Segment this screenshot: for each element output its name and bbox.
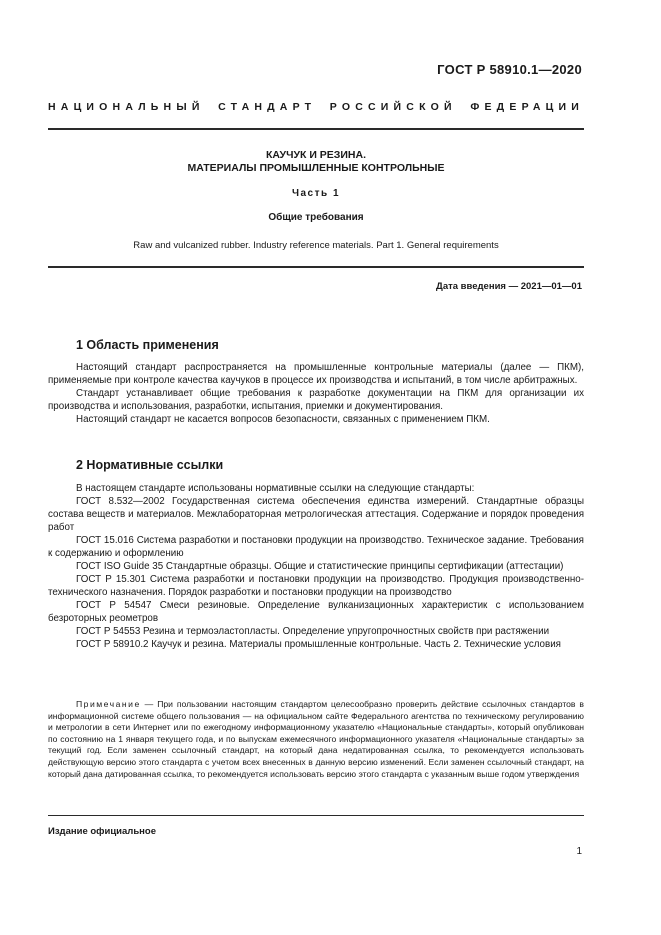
part-label: Часть 1 [291, 188, 341, 199]
page-number: 1 [576, 846, 582, 857]
section-2-body [48, 482, 584, 651]
reference-item: ГОСТ Р 15.301 Система разработки и постановки продукции на производство. Продукция производственно-технического назначения. Порядок разработки и постановки продукции на производство [48, 574, 584, 598]
document-title [48, 149, 584, 175]
reference-item: ГОСТ Р 58910.2 Каучук и резина. Материалы промышленные контрольные. Часть 2. Технические условия [76, 639, 561, 650]
standard-number: ГОСТ Р 58910.1—2020 [437, 62, 582, 77]
note-label: Примечание [76, 699, 141, 709]
footer-divider [48, 815, 584, 816]
paragraph: В настоящем стандарте использованы нормативные ссылки на следующие стандарты: [76, 483, 475, 494]
middle-divider [48, 266, 584, 268]
national-standard-banner: НАЦИОНАЛЬНЫЙ СТАНДАРТ РОССИЙСКОЙ ФЕДЕРАЦИИ [48, 101, 584, 113]
note-block [48, 699, 584, 780]
title-line-1: КАУЧУК И РЕЗИНА. [265, 149, 367, 161]
paragraph: Настоящий стандарт не касается вопросов безопасности, связанных с применением ПКМ. [76, 414, 490, 425]
section-2-heading: 2 Нормативные ссылки [76, 458, 224, 472]
document-subtitle: Общие требования [268, 212, 364, 223]
reference-item: ГОСТ 15.016 Система разработки и постановки продукции на производство. Техническое задание. Требования к содержанию и оформлению [48, 535, 584, 559]
title-line-2: МАТЕРИАЛЫ ПРОМЫШЛЕННЫЕ КОНТРОЛЬНЫЕ [187, 162, 445, 174]
official-edition-label: Издание официальное [48, 826, 156, 837]
top-divider [48, 128, 584, 130]
reference-item: ГОСТ 8.532—2002 Государственная система обеспечения единства измерений. Стандартные образцы состава веществ и материалов. Межлабораторная метрологическая аттестация. Содержание и порядок проведения работ [48, 496, 584, 533]
section-1-body [48, 361, 584, 426]
introduction-date: Дата введения — 2021—01—01 [436, 281, 582, 292]
reference-item: ГОСТ ISO Guide 35 Стандартные образцы. Общие и статистические принципы сертификации (аттестации) [76, 561, 564, 572]
paragraph: Стандарт устанавливает общие требования к разработке документации на ПКМ для организации их производства и использования, разработки, испытания, приемки и документирования. [48, 388, 584, 412]
section-1-heading: 1 Область применения [76, 338, 219, 352]
english-title: Raw and vulcanized rubber. Industry reference materials. Part 1. General requirements [133, 240, 499, 251]
reference-item: ГОСТ Р 54553 Резина и термоэластопласты. Определение упругопрочностных свойств при растяжении [76, 626, 550, 637]
paragraph: Настоящий стандарт распространяется на промышленные контрольные материалы (далее — ПКМ), применяемые при контроле качества каучуков в процессе их производства и испытаний, в том числе арбитражных. [48, 362, 584, 386]
reference-item: ГОСТ Р 54547 Смеси резиновые. Определение вулканизационных характеристик с использованием безроторных реометров [48, 600, 584, 624]
note-text: — При пользовании настоящим стандартом целесообразно проверить действие ссылочных стандартов в информационной системе общего пользования — на официальном сайте Федерального агентства по техническому регулированию и метрологии в сети Интернет или по ежегодному информационному указателю «Национальные стандарты», который опубликован по состоянию на 1 января текущего года, и по выпускам ежемесячного информационного указателя «Национальные стандарты» за текущий год. Если заменен ссылочный стандарт, на который дана недатированная ссылка, то рекомендуется использовать действующую версию этого стандарта с учетом всех внесенных в данную версию изменений. Если заменен ссылочный стандарт, на который дана датированная ссылка, то рекомендуется использовать версию этого стандарта с указанным выше годом утверждения [48, 699, 584, 779]
